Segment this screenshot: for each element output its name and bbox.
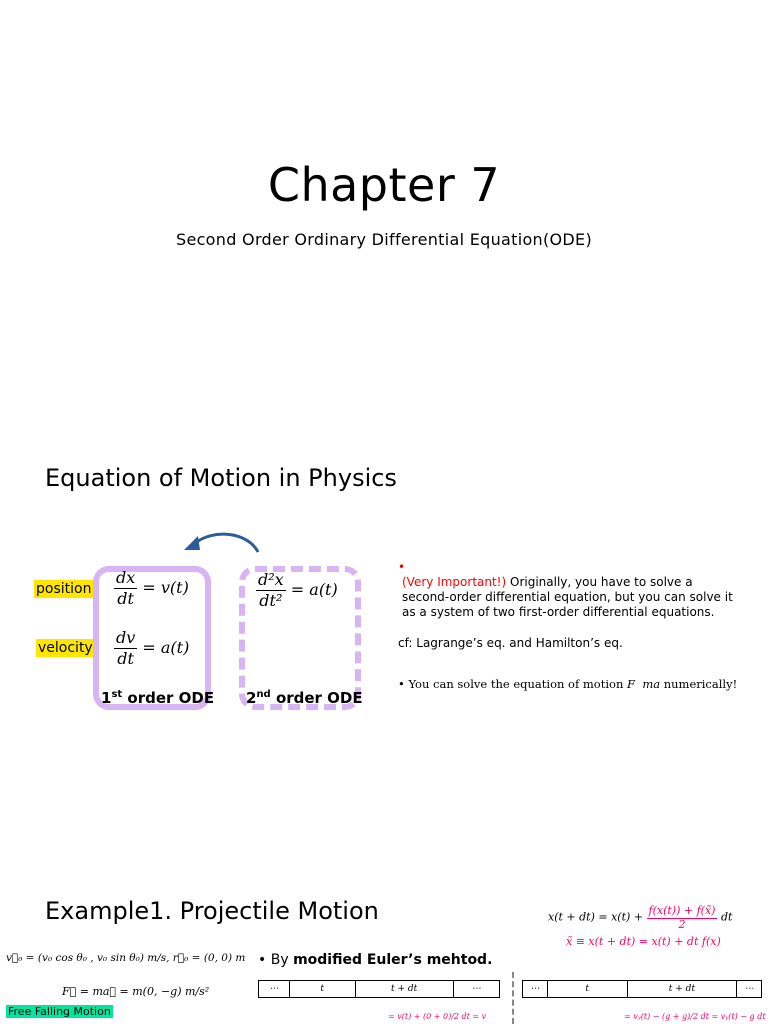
partial-eq-left: = v(t) + (0 + 0)/2 dt = v: [388, 1012, 487, 1021]
time-table-right: ⋯ t t + dt ⋯: [522, 980, 762, 998]
eq3-rhs: = a(t): [290, 580, 338, 599]
free-falling-badge: Free Falling Motion: [8, 1005, 111, 1018]
position-label: position:: [36, 581, 97, 597]
force-eq: F⃗ = ma⃗ = m(0, −g) m/s²: [62, 985, 210, 998]
very-important-text: (Very Important!): [402, 575, 507, 589]
time-table-left: ⋯ t t + dt ⋯: [258, 980, 500, 998]
velocity-label: velocity:: [38, 640, 97, 656]
eq1-denominator: dt: [117, 589, 134, 608]
eq3-numerator: d²x: [258, 570, 284, 589]
initial-conditions-eq: v⃗₀ = (v₀ cos θ₀ , v₀ sin θ₀) m/s, r⃗₀ = (0, 0) m: [6, 952, 246, 964]
eq2-rhs: = a(t): [142, 638, 190, 657]
eq2-denominator: dt: [117, 649, 134, 668]
partial-eq-right: = vᵧ(t) − (g + g)/2 dt = vᵧ(t) − g dt: [624, 1012, 766, 1021]
chapter-subtitle: Second Order Ordinary Differential Equation(ODE): [175, 230, 592, 249]
equation-dx-dt: [114, 568, 189, 609]
table-divider: [512, 972, 514, 1024]
slide-title-projectile: Example1. Projectile Motion: [45, 897, 379, 925]
bullet-solve-numerically: • You can solve the equation of motion F ma numerically!: [398, 677, 738, 691]
first-order-label: 1st order ODE: [101, 689, 215, 707]
equation-dv-dt: [114, 628, 189, 669]
second-order-label: 2nd order ODE: [246, 689, 363, 707]
chapter-title: Chapter 7: [267, 158, 501, 212]
equation-d2x-dt2: [256, 570, 338, 611]
eq3-denominator: dt²: [259, 591, 283, 610]
bullet-very-important: • (Very Important!) Originally, you have to solve a second-order differential equation, but you can solve it as a system of two first-order differential equations.: [398, 560, 733, 619]
euler-equation-1: x(t + dt) = x(t) + $\frac{f(x(t)) + f(x̃)}{2}$ dt: [548, 904, 733, 931]
bullet1-text: Originally, you have to solve a second-order differential equation, but you can solve it as a system of two first-order differential equations.: [402, 575, 733, 619]
eq1-numerator: dx: [116, 568, 136, 587]
euler-equation-2: x̃ ≡ x(t + dt) = x(t) + dt f(x): [566, 935, 721, 948]
curved-arrow-icon: [178, 526, 268, 556]
slide-title-equation-of-motion: Equation of Motion in Physics: [45, 464, 397, 492]
bullet-modified-euler: • By modified Euler’s mehtod.: [258, 952, 493, 968]
cf-note: cf: Lagrange’s eq. and Hamilton’s eq.: [398, 636, 623, 650]
eq2-numerator: dv: [116, 628, 136, 647]
eq1-rhs: = v(t): [142, 578, 189, 597]
